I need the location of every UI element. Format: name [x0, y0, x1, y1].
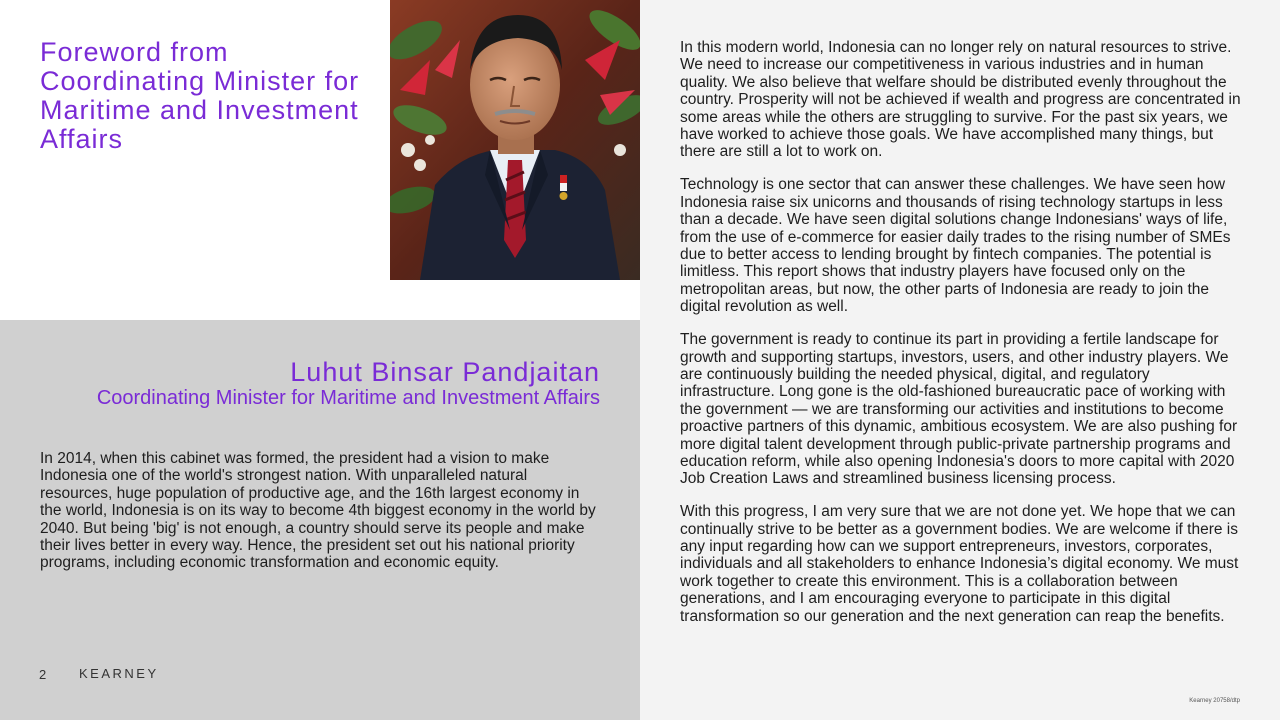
body-text [680, 39, 1245, 641]
signature-panel [0, 320, 640, 720]
footer-reference: Kearney 20758/dtp [1189, 698, 1240, 704]
page-number: 2 [39, 667, 47, 682]
body-paragraph: With this progress, I am very sure that we are not done yet. We hope that we can continually strive to be better as a government bodies. We are welcome if there is any input regarding how can we support entrepreneurs, investors, corporates, individuals and all stakeholders to enhance Indonesia’s digital economy. We must work together to create this environment. This is a collaboration between generations, and I am encouraging everyone to participate in this digital transformation so our generation and the next generation can reap the benefits. [680, 503, 1239, 625]
brand-logo: KEARNEY [79, 666, 159, 681]
body-paragraph: In this modern world, Indonesia can no longer rely on natural resources to strive. We need to increase our competitiveness in various industries and in human quality. We also believe that welfare should be distributed evenly throughout the country. Prosperity will not be achieved if wealth and progress are concentrated in some areas while the others are struggling to survive. For the past six years, we have worked to achieve those goals. We have accomplished many things, but there are still a lot to work on. [680, 39, 1241, 161]
body-paragraph: Technology is one sector that can answer these challenges. We have seen how Indonesia raise six unicorns and thousands of rising technology startups in less than a decade. We have seen digital solutions change Indonesians' ways of life, from the use of e-commerce for easier daily trades to the rising number of SMEs due to better access to lending brought by fintech companies. The potential is limitless. This report shows that industry players have focused only on the metropolitan areas, but now, the other parts of Indonesia are ready to join the digital revolution as well. [680, 176, 1231, 316]
signatory-name: Luhut Binsar Pandjaitan [290, 357, 600, 387]
signatory-role: Coordinating Minister for Maritime and Investment Affairs [96, 387, 600, 409]
minister-portrait [390, 0, 640, 280]
portrait-illustration [390, 0, 640, 280]
page-title: Foreword from Coordinating Minister for Maritime and Investment Affairs [40, 37, 360, 154]
body-paragraph: The government is ready to continue its part in providing a fertile landscape for growth and supporting startups, investors, users, and other industry players. We are continuously building the needed physical, digital, and regulatory infrastructure. Long gone is the old-fashioned bureaucratic pace of working with the government — we are transforming our activities and institutions to become proactive partners of this dynamic, ambitious ecosystem. We are also pushing for more digital talent development through public-private partnership programs and education reform, while also opening Indonesia's doors to more capital with 2020 Job Creation Laws and streamlined business licensing process. [680, 331, 1238, 488]
intro-paragraph: In 2014, when this cabinet was formed, the president had a vision to make Indonesia one of the world's strongest nation. With unparalleled natural resources, huge population of productive age, and the 16th largest economy in the world, Indonesia is on its way to become 4th biggest economy in the world by 2040. But being 'big' is not enough, a country should serve its people and make their lives better in every way. Hence, the president set out his national priority programs, including economic transformation and economic equity. [40, 450, 596, 572]
body-column [640, 0, 1280, 720]
